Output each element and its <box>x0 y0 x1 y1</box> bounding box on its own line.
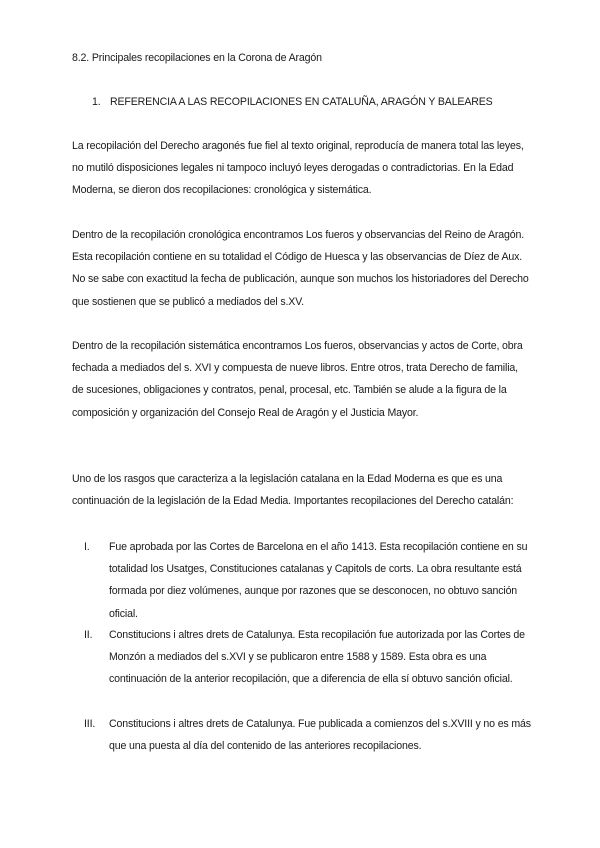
list-item-text: Constitucions i altres drets de Catalunya. Fue publicada a comienzos del s.XVIII y no es más que una puesta al día del contenido de las anteriores recopilaciones. <box>109 718 531 753</box>
paragraph: La recopilación del Derecho aragonés fue fiel al texto original, reproducía de manera total las leyes, no mutiló disposiciones legales ni tampoco incluyó leyes derogadas o contradictorias. En la Edad Moderna, se dieron dos recopilaciones: cronológica y sistemática. <box>72 140 524 197</box>
list-item-text: Fue aprobada por las Cortes de Barcelona en el año 1413. Esta recopilación contiene en su totalidad los Usatges, Constituciones catalanas y Capitols de corts. La obra resultante está formada por diez volúmenes, aunque por razones que se desconocen, no obtuvo sanción oficial. <box>109 541 528 620</box>
heading-text: REFERENCIA A LAS RECOPILACIONES EN CATALUÑA, ARAGÓN Y BALEARES <box>110 96 493 108</box>
paragraph: Uno de los rasgos que caracteriza a la legislación catalana en la Edad Moderna es que es una continuación de la legislación de la Edad Media. Importantes recopilaciones del Derecho catalán: <box>72 473 514 508</box>
paragraph: Dentro de la recopilación sistemática encontramos Los fueros, observancias y actos de Corte, obra fechada a mediados del s. XVI y compuesta de nueve libros. Entre otros, trata Derecho de familia, de sucesiones, obligaciones y contratos, penal, procesal, etc. También se alude a la figura de la composición y organización del Consejo Real de Aragón y el Justicia Mayor. <box>72 340 523 419</box>
list-item-text: Constitucions i altres drets de Catalunya. Esta recopilación fue autorizada por las Cortes de Monzón a mediados del s.XVI y se publicaron entre 1588 y 1589. Esta obra es una continuación de la anterior recopilación, que a diferencia de ella sí obtuvo sanción oficial. <box>109 629 525 686</box>
heading-number: 1. <box>92 96 101 108</box>
list-marker: II. <box>84 629 93 641</box>
section-title: 8.2. Principales recopilaciones en la Corona de Aragón <box>72 52 322 64</box>
list-marker: III. <box>84 718 96 730</box>
paragraph: Dentro de la recopilación cronológica encontramos Los fueros y observancias del Reino de Aragón. Esta recopilación contiene en su totalidad el Código de Huesca y las observancias de Díez de Aux. No se sabe con exactitud la fecha de publicación, aunque son muchos los historiadores del Derecho que sostienen que se publicó a mediados del s.XV. <box>72 229 529 308</box>
list-marker: I. <box>84 541 90 553</box>
heading <box>92 91 493 113</box>
